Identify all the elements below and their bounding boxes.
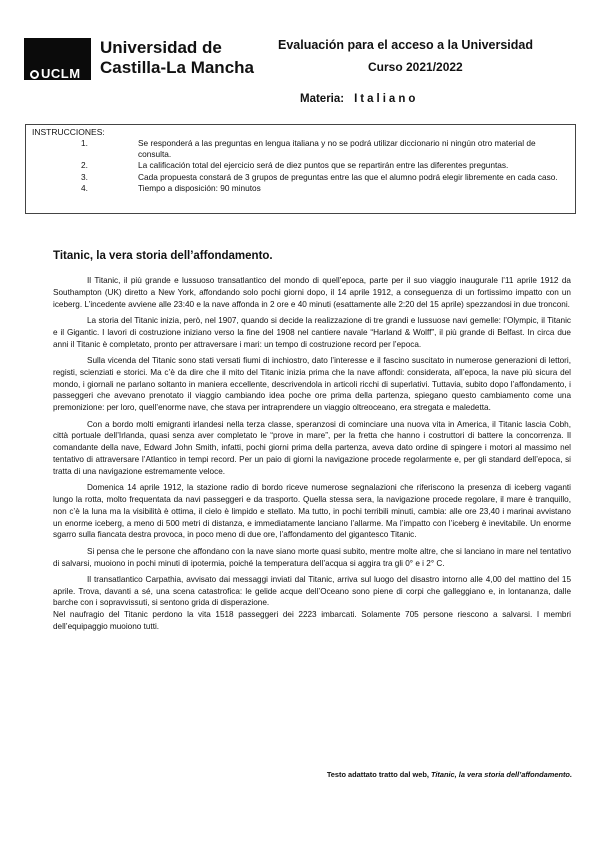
article-paragraph: Domenica 14 aprile 1912, la stazione radio di bordo riceve numerose segnalazioni che riferiscono la presenza di iceberg vaganti lungo la rotta, molto frequentata da navi passeggeri e da trasporto. Quella stessa sera, la navigazione procede regolare, il mare è tranquillo, non c’è la luna ma la visibilità è ottima, il cielo è limpido e stellato. Ma tutto, in pochi terribili minuti, cambia: alle ore 23,40 i marinai avvistano un enorme iceberg, a meno di 500 metri di distanza, e immediatamente lanciano l’allarme. Ma l’impatto con l’iceberg è inevitabile. Un enorme sgarro sulla fiancata destra provoca, in poco meno di due ore, l’affondamento del gigantesco Titanic. — [53, 483, 571, 540]
article-body — [53, 275, 571, 637]
article-paragraph: Il Titanic, il più grande e lussuoso transatlantico del mondo di quell’epoca, parte per il suo viaggio inaugurale l’11 aprile 1912 da Southampton (UK) diretto a New York, affondando solo pochi giorni dopo, il 14 aprile 1912, a conseguenza di un fortissimo impatto con un iceberg. L’incedente avviene alle 23:40 e la nave affonda in 2 ore e 40 minuti (esattamente alle 2:20 del 15 aprile) spezzandosi in due tronconi. — [53, 276, 571, 309]
source-citation — [327, 770, 572, 779]
uclm-logo-text: UCLM — [30, 66, 81, 81]
instruction-item: 3. Cada propuesta constará de 3 grupos de preguntas entre las que el alumno podrá elegir libremente en cada caso. — [81, 171, 558, 182]
article-paragraph: Il transatlantico Carpathia, avvisato dai messaggi inviati dal Titanic, arriva sul luogo del disastro intorno alle 4,00 del mattino del 15 aprile. Trova, davanti a sé, una scena catastrofica: le gelide acque dell’Oceano sono piene di corpi che galleggiano e, in lontananza, dalle barche con i sopravvissuti, si sentono grida di disperazione. — [53, 574, 571, 608]
article-final-paragraph: Nel naufragio del Titanic perdono la vita 1518 passeggeri dei 2223 imbarcati. Solamente 705 persone riescono a salvarsi. I membri dell’equipaggio muoiono tutti. — [53, 610, 571, 632]
article-title: Titanic, la vera storia dell’affondamento. — [53, 250, 273, 262]
article-paragraph: La storia del Titanic inizia, però, nel 1907, quando si decide la realizzazione di tre grandi e lussuose navi gemelle: l’Olympic, il Titanic e il Gigantic. I lavori di costruzione iniziano verso la fine del 1908 nel cantiere navale “Harland & Wolff”, il più grande di Belfast. In circa due anni il Titanic è completato, pronto per attraversare i mari: un tempo di costruzione record per l’epoca. — [53, 315, 571, 349]
source-title: Titanic, la vera storia dell’affondamento. — [430, 770, 572, 779]
logo-mark-icon — [30, 70, 39, 79]
source-prefix: Testo adattato tratto dal web, — [326, 770, 431, 779]
article-paragraph: Con a bordo molti emigranti irlandesi nella terza classe, speranzosi di cominciare una nuova vita in America, il Titanic lascia Cobh, città portuale dell’Irlanda, quasi senza aver completato le “prove in mare”, per la fretta che hanno i costruttori di battere la concorrenza. Il comandante della nave, Edward John Smith, infatti, pochi giorni prima della partenza, aveva dato ordine di spingere i motori al massimo nel tentativo di attraversare l’Atlantico in tempi record. Per un paio di giorni la navigazione procede regolarmente e, per gli standard dell’epoca, si tratta di una navigazione estremamente veloce. — [53, 419, 571, 476]
article-paragraph: Sulla vicenda del Titanic sono stati versati fiumi di inchiostro, dato l’interesse e il fascino suscitato in numerose generazioni di lettori, registi, scienziati e storici. Ma c’è da dire che il mito del Titanic inizia prima che la nave affondi: considerata, all’epoca, la nave più sicura del mondo, i giornali ne parlano soltanto in maniera eccellente, descrivendola in articoli ricchi di superlativi. Tuttavia, subito dopo l’affondamento, i passeggeri che avevano prenotato il viaggio cambiando idea poche ore prima della partenza, spiegano questo cambiamento come una premonizione: per loro, quell’enorme nave, che stava per intraprendere un viaggio oltreoceano, era stregata e maledetta. — [53, 355, 571, 413]
exam-course: Curso 2021/2022 — [368, 60, 463, 74]
subject-line — [300, 93, 418, 105]
university-name-line2: Castilla-La Mancha — [100, 58, 254, 77]
university-name-line1: Universidad de — [100, 38, 222, 57]
instruction-item: 2. La calificación total del ejercicio será de diez puntos que se repartirán entre las diferentes preguntas. — [81, 160, 509, 171]
instruction-item: 1. Se responderá a las preguntas en lengua italiana y no se podrá utilizar diccionario ni ningún otro material de consulta. — [81, 138, 536, 160]
instructions-label: INSTRUCCIONES: — [32, 127, 105, 137]
exam-title: Evaluación para el acceso a la Universidad — [278, 38, 533, 52]
subject-label: Materia: — [300, 93, 345, 105]
subject-value: Italiano — [354, 93, 419, 105]
instructions-box — [25, 124, 576, 214]
university-name — [100, 38, 254, 78]
article-paragraph: Si pensa che le persone che affondano con la nave siano morte quasi subito, mentre molte altre, che si lanciano in mare nel tentativo di salvarsi, muoiono in pochi minuti di ipotermia, poiché la temperatura dell’acqua si aggira tra gli 0° e i 2° C. — [53, 546, 571, 568]
instructions-list — [36, 138, 566, 194]
instruction-item: 4. Tiempo a disposición: 90 minutos — [81, 182, 261, 193]
